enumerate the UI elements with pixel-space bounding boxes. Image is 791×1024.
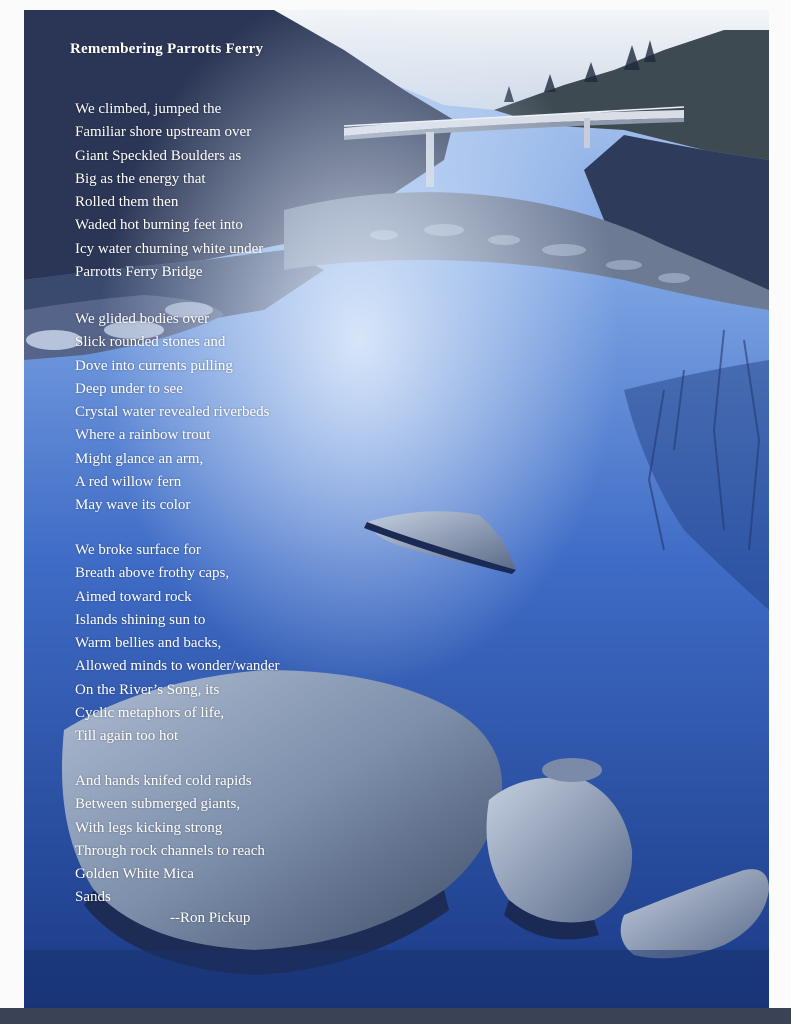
poem-line: Deep under to see xyxy=(75,380,183,397)
poem-line: Sands xyxy=(75,889,111,906)
stanza-3 xyxy=(75,539,280,749)
poem-line: Aimed toward rock xyxy=(75,588,192,605)
poem-title: Remembering Parrotts Ferry xyxy=(70,41,264,57)
stanza-4 xyxy=(75,770,265,910)
poem-line: On the River’s Song, its xyxy=(75,681,220,698)
poem-line: With legs kicking strong xyxy=(75,819,223,836)
poem-line: We climbed, jumped the xyxy=(75,101,222,117)
poem-line: Icy water churning white under xyxy=(75,240,264,257)
poem-line: We glided bodies over xyxy=(75,311,210,327)
poem-line: Parrotts Ferry Bridge xyxy=(75,264,203,281)
poem-line: Allowed minds to wonder/wander xyxy=(75,658,280,675)
poem-author: --Ron Pickup xyxy=(170,910,251,926)
poem-line: Warm bellies and backs, xyxy=(75,635,222,652)
poem-line: Between submerged giants, xyxy=(75,796,241,813)
poem-line: Big as the energy that xyxy=(75,170,206,187)
poem-line: Waded hot burning feet into xyxy=(75,217,243,234)
poem-line: A red willow fern xyxy=(75,474,182,491)
poem-line: Dove into currents pulling xyxy=(75,357,233,374)
stanza-2 xyxy=(75,308,270,518)
poem-line: Rolled them then xyxy=(75,194,179,211)
poem-line: Breath above frothy caps, xyxy=(75,565,230,582)
poem-line: Cyclic metaphors of life, xyxy=(75,705,225,722)
poem-line: Giant Speckled Boulders as xyxy=(75,147,242,164)
poem-line: We broke surface for xyxy=(75,542,201,558)
scan-edge-strip xyxy=(0,1008,791,1024)
poem-line: Crystal water revealed riverbeds xyxy=(75,404,270,421)
poem-line: May wave its color xyxy=(75,497,191,514)
poem-line: Through rock channels to reach xyxy=(75,842,265,859)
stanza-1 xyxy=(75,98,263,284)
poem-line: Golden White Mica xyxy=(75,866,194,883)
poem-line: Familiar shore upstream over xyxy=(75,124,252,141)
poem-line: And hands knifed cold rapids xyxy=(75,773,252,789)
poem-line: Islands shining sun to xyxy=(75,611,206,628)
poem-line: Where a rainbow trout xyxy=(75,427,211,444)
poem-line: Might glance an arm, xyxy=(75,450,204,467)
poem-line: Till again too hot xyxy=(75,728,179,745)
poem-line: Slick rounded stones and xyxy=(75,334,226,351)
